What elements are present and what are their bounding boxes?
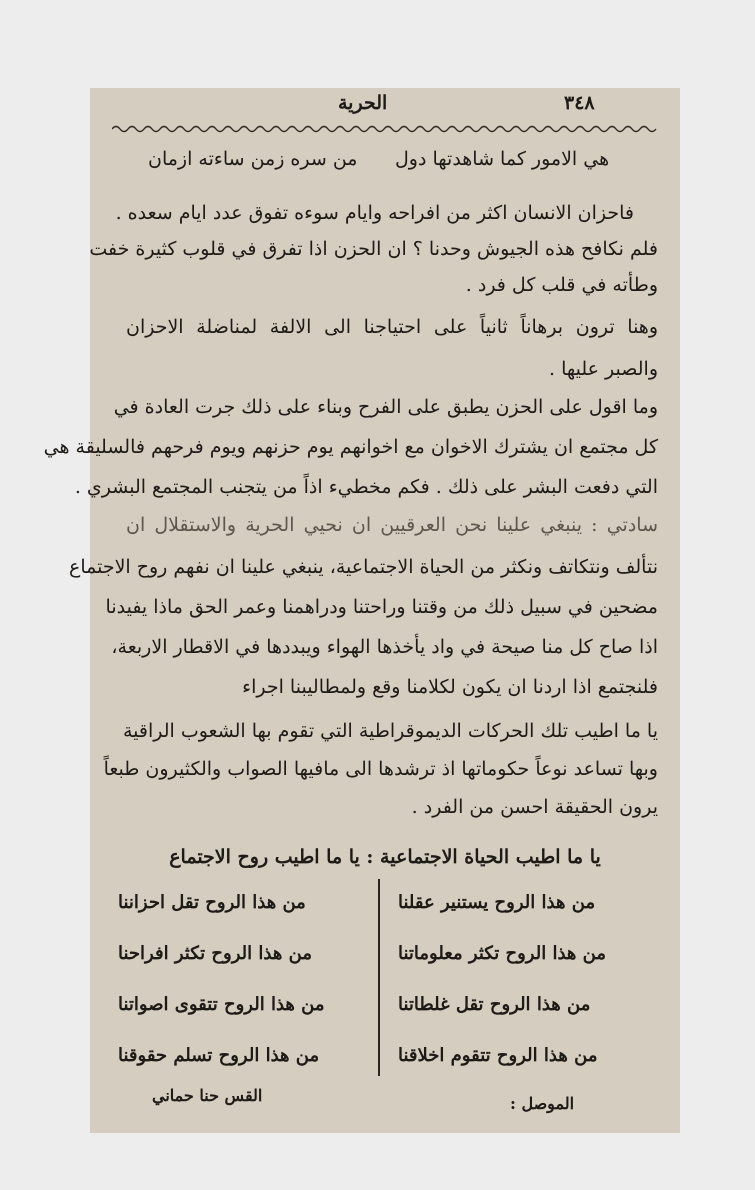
footer-author: القس حنا حماني [152, 1086, 263, 1105]
paragraph-line: والصبر عليها . [549, 358, 658, 380]
paragraph-line: يا ما اطيب تلك الحركات الديموقراطية التي تقوم بها الشعوب الراقية [122, 720, 658, 742]
paragraph-line: نتألف ونتكاتف ونكثر من الحياة الاجتماعية، ينبغي علينا ان نفهم روح الاجتماع [68, 556, 658, 578]
paragraph-line: اذا صاح كل منا صيحة في واد يأخذها الهواء ويبددها في الاقطار الاربعة، [111, 636, 658, 658]
wavy-header-rule [112, 124, 658, 134]
stanza-right-line: من هذا الروح يستنير عقلنا [398, 892, 596, 913]
verse-right-hemistich: هي الامور كما شاهدتها دول [395, 148, 610, 170]
paragraph-line: وطأته في قلب كل فرد . [465, 274, 658, 296]
stanza-left-line: من هذا الروح تتقوى اصواتنا [118, 994, 325, 1015]
paragraph-line: وبها تساعد نوعاً حكوماتها اذ ترشدها الى مافيها الصواب والكثيرون طبعاً [103, 758, 658, 780]
paragraph-line: وهنا ترون برهاناً ثانياً على احتياجنا الى الالفة لمناضلة الاحزان [126, 316, 658, 338]
verse-left-hemistich: من سره زمن ساءته ازمان [148, 148, 358, 170]
paragraph-line: سادتي : ينبغي علينا نحن العرقيين ان نحيي الحرية والاستقلال ان [126, 514, 658, 536]
paragraph-line: يرون الحقيقة احسن من الفرد . [411, 796, 658, 818]
stanza-divider [378, 879, 380, 1076]
paragraph-line: وما اقول على الحزن يطبق على الفرح وبناء على ذلك جرت العادة في [113, 396, 658, 418]
stanza-left-line: من هذا الروح تقل احزاننا [118, 892, 306, 913]
stanza-left-line: من هذا الروح تكثر افراحنا [118, 943, 312, 964]
stanza-right-line: من هذا الروح تكثر معلوماتنا [398, 943, 607, 964]
footer-place: الموصل : [510, 1094, 575, 1113]
paragraph-line: فلم نكافح هذه الجيوش وحدنا ؟ ان الحزن اذا تفرق في قلوب كثيرة خفت [89, 238, 658, 260]
scanned-page [43, 88, 680, 1133]
running-title: الحرية [338, 92, 388, 114]
paragraph-line: فاحزان الانسان اكثر من افراحه وايام سوءه تفوق عدد ايام سعده . [115, 202, 634, 224]
stanza-left-line: من هذا الروح تسلم حقوقنا [118, 1045, 320, 1066]
paragraph-line: مضحين في سبيل ذلك من وقتنا وراحتنا ودراهمنا وعمر الحق ماذا يفيدنا [105, 596, 658, 618]
page-number: ٣٤٨ [564, 92, 595, 114]
stanza-right-line: من هذا الروح تقل غلطاتنا [398, 994, 591, 1015]
paragraph-line: التي دفعت البشر على ذلك . فكم مخطيء اذاً من يتجنب المجتمع البشري . [74, 476, 658, 498]
stanza-right-line: من هذا الروح تتقوم اخلاقنا [398, 1045, 598, 1066]
stanza-heading: يا ما اطيب الحياة الاجتماعية : يا ما اطيب روح الاجتماع [169, 846, 601, 868]
paragraph-line: فلنجتمع اذا اردنا ان يكون لكلامنا وقع ولمطاليبنا اجراء [242, 676, 658, 698]
paragraph-line: كل مجتمع ان يشترك الاخوان مع اخوانهم يوم حزنهم ويوم فرحهم فالسليقة هي [43, 436, 658, 458]
page-header [90, 88, 680, 128]
